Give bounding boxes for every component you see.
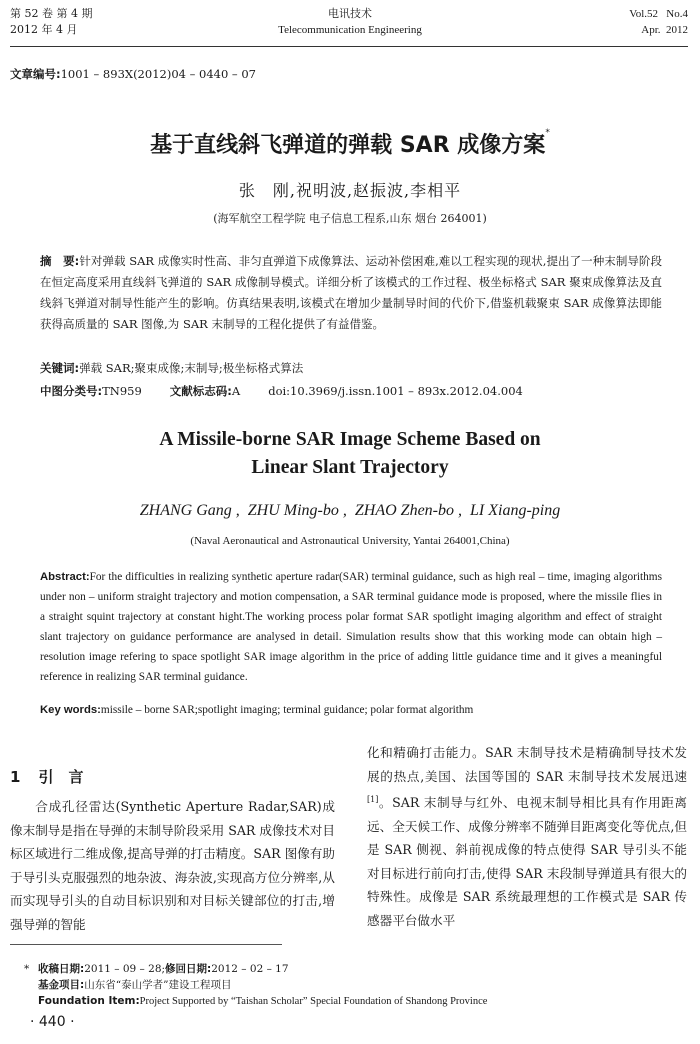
page-number: · 440 · <box>30 1014 75 1030</box>
fund-text: 山东省“泰山学者”建设工程项目 <box>84 979 232 991</box>
abstract-cn-text: 针对弹载 SAR 成像实时性高、非匀直弹道下成像算法、运动补偿困难,难以工程实现的现状,提出了一种末制导阶段在恒定高度采用直线斜飞弹道的 SAR 成像制导模式。详细分析了该模式的工作过程、极坐标格式 SAR 聚束成像算法及直线斜飞弹道对制导性能产生的影响。仿真结果表明,该模式在增加少量制导时间的代价下,借鉴机载聚束 SAR 成像算法即能获得高质量的 SAR 图像,为 SAR 末制导的工程化提供了有益借鉴。 <box>40 254 662 331</box>
received-label: 收稿日期: <box>38 963 85 975</box>
foundation-label: Foundation Item: <box>38 995 140 1007</box>
cls-label: 中图分类号: <box>40 384 103 398</box>
title-en-line1: A Missile-borne SAR Image Scheme Based on <box>159 429 541 450</box>
issue-date-cn: 2012 年 4 月 <box>10 23 78 36</box>
keywords-en: Key words:missile – borne SAR;spotlight imaging; terminal guidance; polar format algorithm <box>40 704 474 716</box>
footnote-foundation <box>38 993 487 1010</box>
authors-en: ZHANG Gang , ZHU Ming-bo , ZHAO Zhen-bo , LI Xiang-ping <box>139 502 561 519</box>
citation-ref: [1] <box>367 795 379 804</box>
body-text-part2: 。SAR 末制导与红外、电视末制导相比具有作用距离远、全天候工作、成像分辨率不随弹目距离变化等优点,但是 SAR 侧视、斜前视成像的特点使得 SAR 导引头不能对目标进行前向打击,使得 SAR 末段制导弹道具有很大的特殊性。成像是 SAR 系统最理想的工作模式是 SAR 传感器平台做水平 <box>367 795 687 928</box>
classification-line <box>40 381 662 401</box>
paper-title-cn <box>0 128 700 159</box>
running-header-center <box>200 6 500 38</box>
doi: doi:10.3969/j.issn.1001 – 893x.2012.04.004 <box>268 384 523 398</box>
title-en-line2: Linear Slant Trajectory <box>251 457 449 478</box>
section-title: 引 言 <box>38 768 84 786</box>
abstract-cn-label: 摘 要: <box>40 254 80 268</box>
body-column-right <box>367 741 687 932</box>
fund-label: 基金项目: <box>38 979 85 991</box>
footnote-mark: * <box>24 963 30 975</box>
article-number <box>10 66 256 82</box>
article-number-label: 文章编号: <box>10 67 61 81</box>
cls-value: TN959 <box>102 384 142 398</box>
revised-date: 2012 – 02 – 17 <box>211 963 289 975</box>
volume-issue: 第 52 卷 第 4 期 <box>10 7 93 20</box>
paper-title-en <box>0 426 700 482</box>
abstract-en: Abstract:For the difficulties in realizing synthetic aperture radar(SAR) terminal guidance, such as high real – time, imaging algorithms under non – uniform straight trajectory and motion compensation, a SAR terminal guidance mode is proposed, where the missile flies in a straight squint trajectory at constant hight.The working process polar format SAR spotlight imaging algorithm and effect of straight slant trajectory on guidance performance are analysed in detail. Simulation results show that this working mode can obtain high – resolution image refering to space spotlight SAR image algorithm in the price of adding little guidance time and it gives a meaningful reference in realizing SAR terminal guidance. <box>40 571 662 683</box>
volume-issue-en: Vol.52 No.4 <box>629 8 688 20</box>
authors-cn: 张 刚,祝明波,赵振波,李相平 <box>238 181 462 200</box>
keywords-cn <box>40 358 662 378</box>
running-header-left <box>10 6 92 38</box>
keywords-en-label: Key words <box>40 704 98 716</box>
journal-name-en: Telecommunication Engineering <box>278 24 422 36</box>
section-heading-introduction <box>10 766 83 787</box>
foundation-text: Project Supported by “Taishan Scholar” Special Foundation of Shandong Province <box>139 996 488 1007</box>
footnotes <box>24 961 488 1010</box>
abstract-cn <box>40 251 662 335</box>
article-number-value: 1001 – 893X(2012)04 – 0440 – 07 <box>60 67 256 81</box>
body-column-left <box>10 795 335 936</box>
title-cn-text: 基于直线斜飞弹道的弹载 SAR 成像方案 <box>150 133 546 158</box>
received-date: 2011 – 09 – 28 <box>84 963 162 975</box>
footnote-dates: 收稿日期:2011 – 09 – 28;修回日期:2012 – 02 – 17 <box>38 963 289 975</box>
body-text-part1: 化和精确打击能力。SAR 末制导技术是精确制导技术发展的热点,美国、法国等国的 SAR 末制导技术发展迅速 <box>367 745 687 784</box>
body-paragraph: 合成孔径雷达(Synthetic Aperture Radar,SAR)成像末制导是指在导弹的末制导阶段采用 SAR 成像技术对目标区域进行二维成像,提高导弹的打击精度。SAR 图像有助于导引头克服强烈的地杂波、海杂波,实现高方位分辨率,从而实现导引头的自动目标识别和对目标关键部位的打击,增强导弹的智能 <box>10 799 335 932</box>
body-paragraph-continued <box>367 741 687 932</box>
keywords-cn-text: 弹载 SAR;聚束成像;末制导;极坐标格式算法 <box>79 361 304 375</box>
issue-date-en: Apr. 2012 <box>641 24 688 36</box>
revised-label: 修回日期: <box>165 963 212 975</box>
abstract-en-label: Abstract <box>40 571 86 583</box>
header-divider <box>10 46 688 47</box>
footnote-divider <box>10 944 282 945</box>
title-footnote-mark: * <box>545 128 550 138</box>
journal-name-cn: 电讯技术 <box>328 7 372 20</box>
doc-code-label: 文献标志码: <box>169 384 232 398</box>
affiliation-cn: (海军航空工程学院 电子信息工程系,山东 烟台 264001) <box>213 212 487 225</box>
running-header-right <box>629 6 688 38</box>
doc-code-value: A <box>231 384 241 398</box>
abstract-en-text: For the difficulties in realizing synthetic aperture radar(SAR) terminal guidance, such as high real – time, imaging algorithms under non – uniform straight trajectory and motion compensation, a SAR terminal guidance mode is proposed, where the missile flies in a straight squint trajectory at constant hight.The working process polar format SAR spotlight imaging algorithm and effect of straight slant trajectory on guidance performance are analysed in detail. Simulation results show that this working mode can obtain high – resolution image refering to space spotlight SAR image algorithm in the price of adding little guidance time and it gives a meaningful reference in realizing SAR terminal guidance. <box>40 571 662 683</box>
keywords-en-text: missile – borne SAR;spotlight imaging; terminal guidance; polar format algorithm <box>100 704 474 716</box>
footnote-fund <box>38 977 487 993</box>
section-number: 1 <box>10 768 21 786</box>
affiliation-en: (Naval Aeronautical and Astronautical University, Yantai 264001,China) <box>190 535 510 547</box>
keywords-cn-label: 关键词: <box>40 361 80 375</box>
